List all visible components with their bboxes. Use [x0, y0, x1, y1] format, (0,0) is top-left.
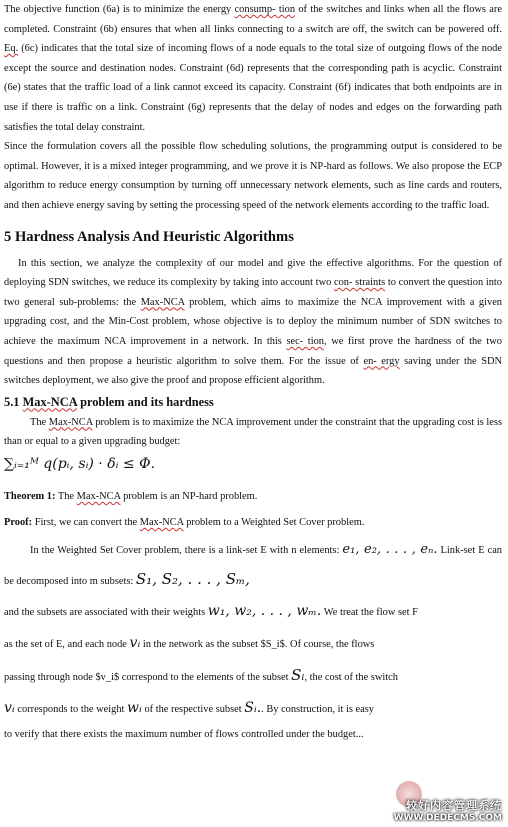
watermark: 较好内容管理系统 WWW.DEDECMS.COM: [393, 799, 502, 823]
paragraph-weights: and the subsets are associated with their weights w₁, w₂, . . . , wₘ. We treat the flow set F: [4, 602, 418, 619]
formula-budget: ∑ᵢ₌₁ᴹ q(pᵢ, sᵢ) · δᵢ ≤ Φ.: [4, 455, 156, 472]
section-5-title: 5 Hardness Analysis And Heuristic Algorithms: [4, 228, 294, 245]
document-page: [4, 0, 502, 744]
paragraph-max-nca: The Max-NCA problem is to maximize the NCA improvement under the constraint that the upgrading cost is less than or equal to a given upgrading budget:: [4, 416, 502, 448]
paragraph-passing-flows: passing through node $v_i$ correspond to the elements of the subset Sᵢ, the cost of the switch: [4, 665, 398, 684]
paragraph-cost-weight: vᵢ corresponds to the weight wᵢ of the respective subset Sᵢ.. By construction, it is easy: [4, 699, 374, 716]
paragraph-flow-set: as the set of E, and each node vᵢ in the network as the subset $S_i$. Of course, the flows: [4, 634, 375, 651]
paragraph-objective: The objective function (6a) is to minimize the energy consump- tion of the switches and links when all the flows are completed. Constraint (6b) ensures that when all links connecting to a switch are off, the switch can be powered off. Eq. (6c) indicates that the total size of incoming flows of a node equals to the total size of outgoing flows of the node except the source and destination nodes. Constraint (6d) represents that the corresponding path is acyclic. Constraint (6e) states that the traffic load of a link cannot exceed its capacity. Constraint (6f) indicates that both endpoints are in use if there is traffic on a link. Constraint (6g) represents that the delay of nodes and edges on the forwarding path satisfies the total delay constraint.: [4, 4, 502, 133]
proof: Proof: First, we can convert the Max-NCA problem to a Weighted Set Cover problem.: [4, 516, 365, 528]
paragraph-weighted-set-cover: In the Weighted Set Cover problem, there is a link-set E with n elements: e₁, e₂, . . . , eₙ. Link-set E can be decomposed into m subsets: S₁, S₂, . . . , Sₘ,: [4, 541, 503, 588]
paragraph-section-intro: In this section, we analyze the complexity of our model and give the effective algorithms. For the question of deploying SDN switches, we reduce its complexity by taking into account two con- straints to convert the question into two general sub-problems: the Max-NCA problem, which aims to maximize the NCA improvement with a given upgrading cost, and the Min-Cost problem, whose objective is to deploy the minimum number of SDN switches to achieve the maximum NCA improvement in a network. In this sec- tion, we first prove the hardness of the two questions and then propose a heuristic algorithm to solve them. For the issue of en- ergy saving under the SDN switches deployment, we also give the proof and propose efficient algorithm.: [4, 257, 503, 387]
theorem-1: Theorem 1: The Max-NCA problem is an NP-hard problem.: [4, 490, 258, 502]
paragraph-formulation: Since the formulation covers all the possible flow scheduling solutions, the programming output is considered to be optimal. However, it is a mixed integer programming, and we prove it is NP-hard as follows. We also propose the ECP algorithm to reduce energy consumption by turning off unnecessary network elements, such as line cards and routers, and then achieve energy saving by setting the processing speed of the network elements according to the traffic load.: [4, 141, 502, 211]
paragraph-verify: to verify that there exists the maximum number of flows controlled under the budget...: [4, 728, 364, 740]
section-5-1-title: 5.1 Max-NCA problem and its hardness: [4, 394, 214, 409]
